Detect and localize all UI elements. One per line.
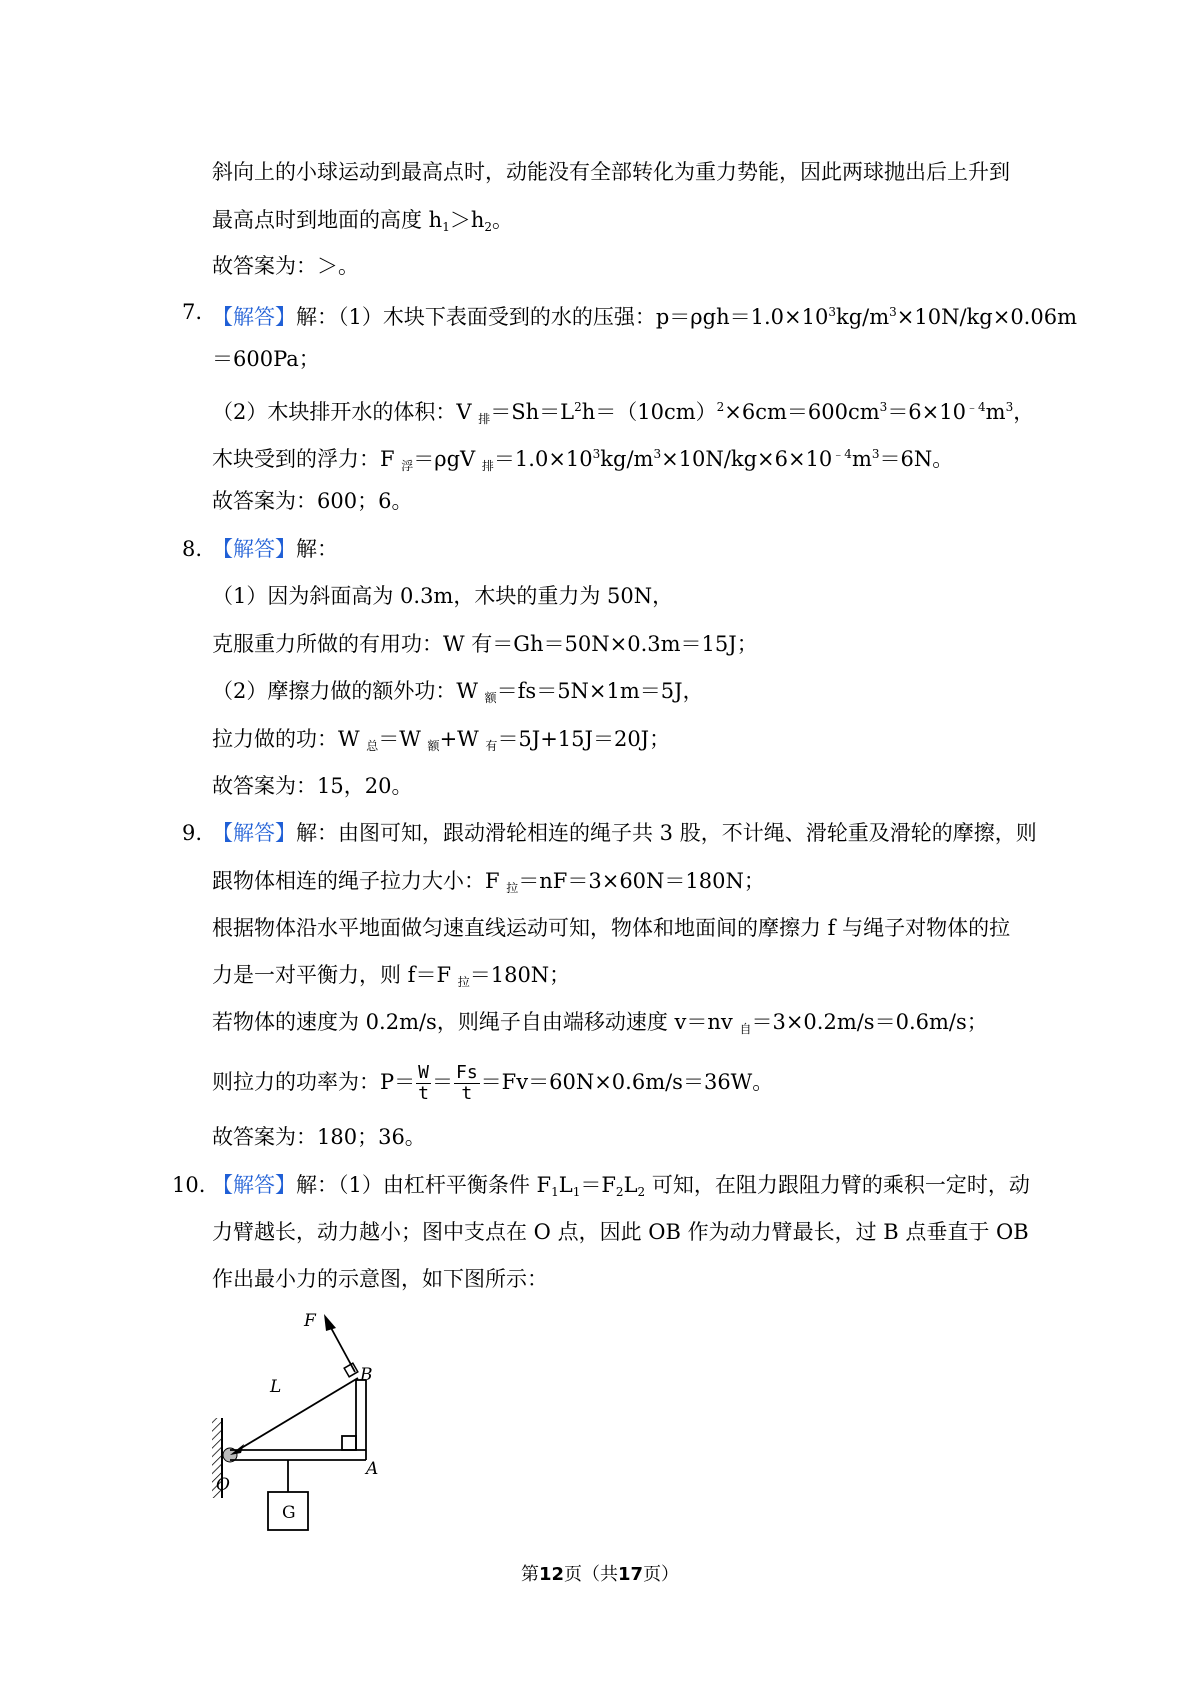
q7-line-3: （2）木块排开水的体积：V $_排=Sh=L^2h=(10cm)^2\times 6cm=600cm^3=6\times 10^{﹣4}m^3$， (212, 400, 1035, 426)
label-l: L (270, 1377, 282, 1397)
label-f: F (304, 1311, 316, 1331)
force-arrow (324, 1314, 355, 1372)
fraction-w-over-t: $\frac{W}{t}$ (418, 1062, 429, 1104)
moment-arm-line (230, 1378, 358, 1455)
q9-answer: 故答案为：180；36。 (212, 1125, 426, 1149)
q8-answer: 故答案为：15，20。 (212, 774, 413, 798)
q7-answer-tag: 【解答】 (212, 305, 296, 329)
page-footer: 第12页（共17页） (520, 1564, 680, 1585)
q9-line-1: 【解答】解：由图可知，跟动滑轮相连的绳子共 3 股，不计绳、滑轮重及滑轮的摩擦，则 (212, 821, 1037, 845)
q7-number: 7. (182, 300, 203, 324)
q6-answer: 故答案为：＞。 (212, 254, 359, 278)
q9-line-6: 则拉力的功率为：P＝ $\frac{W}{t}$ ＝ $\frac{Fs}{t}$ ＝Fv＝60N×0.6m/s＝36W。 (212, 1062, 774, 1104)
q9-line-4: 力是一对平衡力，则 f＝F $_拉$＝180N； (212, 963, 571, 989)
q8-line-3: （2）摩擦力做的额外功：W $_额$＝fs＝5N×1m＝5J， (212, 679, 704, 705)
lever-diagram (190, 1300, 430, 1550)
q8-line-head: 【解答】解： (212, 537, 338, 561)
q9-answer-tag: 【解答】 (212, 821, 296, 845)
q9-line-3: 根据物体沿水平地面做匀速直线运动可知，物体和地面间的摩擦力 f 与绳子对物体的拉 (212, 916, 1011, 940)
q10-line-3: 作出最小力的示意图，如下图所示： (212, 1267, 548, 1291)
fraction-fs-over-t: $\frac{Fs}{t}$ (455, 1062, 478, 1104)
q9-line-5: 若物体的速度为 0.2m/s，则绳子自由端移动速度 v＝nv $_自$＝3×0.2m/s＝0.6m/s； (212, 1010, 988, 1036)
q8-line-4: 拉力做的功：W $_总$＝W $_额$+W $_有$＝5J+15J＝20J； (212, 727, 671, 753)
lever-bar (230, 1380, 366, 1460)
label-o: O (216, 1475, 230, 1495)
q10-line-2: 力臂越长，动力越小；图中支点在 O 点，因此 OB 作为动力臂最长，过 B 点垂直于 OB (212, 1220, 1029, 1244)
q8-answer-tag: 【解答】 (212, 537, 296, 561)
q8-number: 8. (182, 537, 203, 561)
q10-number: 10. (172, 1173, 206, 1197)
q7-line-1: 【解答】解：（1）木块下表面受到的水的压强：$p=\rho gh=1.0\times 10^3kg/m^3\times 10N/kg\times 0.06m$ (212, 305, 1077, 329)
q6-line-2: 最高点时到地面的高度 $h_1>h_2$。 (212, 208, 514, 234)
q6-line-1: 斜向上的小球运动到最高点时，动能没有全部转化为重力势能，因此两球抛出后上升到 (212, 160, 1010, 184)
q9-line-2: 跟物体相连的绳子拉力大小：F $_拉$＝nF＝3×60N＝180N； (212, 869, 765, 895)
label-b: B (360, 1365, 373, 1385)
q8-line-1: （1）因为斜面高为 0.3m，木块的重力为 50N， (212, 584, 674, 608)
q9-number: 9. (182, 821, 203, 845)
q8-line-2: 克服重力所做的有用功：W 有＝Gh＝50N×0.3m＝15J； (212, 632, 758, 656)
q7-line-4: 木块受到的浮力：F $_浮$＝ρgV $_排=1.0\times 10^3kg/m^3\times 10N/kg\times 6\times 10^{﹣4}m^3=6N$。 (212, 447, 954, 473)
page-total: 17 (618, 1564, 644, 1585)
label-g: G (282, 1503, 296, 1523)
page-number: 12 (538, 1564, 564, 1585)
q7-line-2: ＝600Pa； (212, 347, 320, 371)
q10-line-1: 【解答】解：（1）由杠杆平衡条件 $F_1L_1=F_2L_2$ 可知，在阻力跟阻力臂的乘积一定时，动 (212, 1173, 1030, 1199)
label-a: A (366, 1459, 379, 1479)
q10-answer-tag: 【解答】 (212, 1173, 296, 1197)
q7-answer: 故答案为：600；6。 (212, 489, 413, 513)
